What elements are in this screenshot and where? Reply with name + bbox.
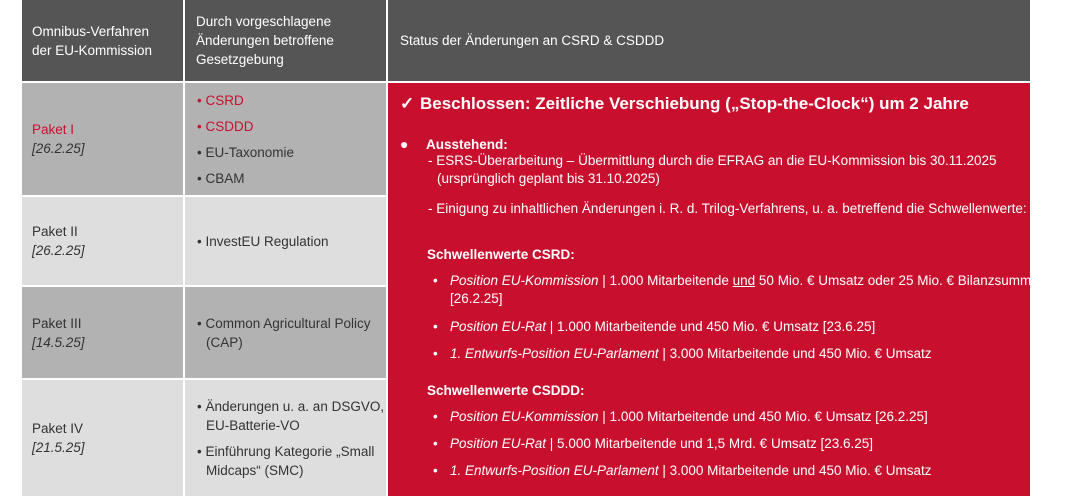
package-cell-4 [22,380,183,496]
package-date: [26.2.25] [32,243,85,258]
package-cell-3 [22,287,183,378]
law-item: • Änderungen u. a. an DSGVO, EU-Batterie-VO [197,398,385,433]
position-text: | 1.000 Mitarbeitende [598,273,733,288]
position-text: | 3.000 Mitarbeitende und 450 Mio. € Umsatz [658,463,932,478]
header-procedure-line2: der EU-Kommission [32,42,153,58]
decided-text: Beschlossen: Zeitliche Verschiebung („Stop-the-Clock“) um 2 Jahre [420,94,969,113]
package-date: [21.5.25] [32,440,85,455]
pending-label: Ausstehend: [426,137,508,152]
position-label: 1. Entwurfs-Position EU-Parlament [450,346,659,361]
position-label: Position EU-Rat [450,436,547,451]
position-text: | 5.000 Mitarbeitende und 1,5 Mrd. € Umsatz [23.6.25] [546,436,873,451]
position-text: | 3.000 Mitarbeitende und 450 Mio. € Umsatz [658,346,932,361]
position-text: 50 Mio. € Umsatz oder 25 Mio. € Bilanzsumme [26.2.25] [450,273,1039,306]
bullet-icon: • [433,463,438,478]
position-label: Position EU-Rat [450,319,547,334]
position-label: Position EU-Kommission [450,273,599,288]
bullet-icon: • [433,273,438,288]
package-date: [14.5.25] [32,334,85,350]
law-item: • EU-Taxonomie [197,144,295,160]
header-legislation-line2: Änderungen betroffene [196,33,334,48]
package-name: Paket II [32,224,78,239]
position-label: Position EU-Kommission [450,409,599,424]
csrd-position-parliament [433,345,1042,363]
bullet-icon: • [433,346,438,361]
law-item: • Einführung Kategorie „Small Midcaps“ (SMC) [197,443,375,478]
position-label: 1. Entwurfs-Position EU-Parlament [450,463,659,478]
header-legislation-line3: Gesetzgebung [196,52,284,67]
csddd-thresholds-title: Schwellenwerte CSDDD: [427,383,585,398]
package-name: Paket I [32,122,75,137]
bullet-icon: • [433,436,438,451]
trilog-item: - Einigung zu inhaltlichen Änderungen i. R. d. Trilog-Verfahrens, u. a. betreffend die Schwellenwerte: [428,201,1027,216]
header-legislation-line1: Durch vorgeschlagene [196,14,332,29]
esrs-revision-item: - ESRS-Überarbeitung – Übermittlung durch die EFRAG an die EU-Kommission bis 30.11.2025 (ursprünglich geplant bis 31.10.2025) [428,153,997,186]
legislation-cell-2 [185,197,386,285]
csddd-position-commission [433,408,1042,426]
law-item: • CSRD [197,92,244,108]
law-item: • CSDDD [197,118,254,134]
decided-line [400,93,969,115]
csrd-position-commission [433,272,1042,308]
package-date: [26.2.25] [32,141,85,156]
csddd-position-council [433,435,1042,453]
package-cell-1 [22,83,183,195]
status-panel [388,83,1039,496]
legislation-cell-1 [185,83,386,195]
csrd-position-council [433,318,1042,336]
position-text: | 1.000 Mitarbeitende und 450 Mio. € Umsatz [23.6.25] [546,319,876,334]
law-item: • InvestEU Regulation [197,233,329,249]
package-cell-2 [22,197,183,285]
header-status-label: Status der Änderungen an CSRD & CSDDD [400,33,665,48]
header-status [388,0,1030,81]
legislation-cell-4 [185,380,386,496]
bullet-icon: • [433,319,438,334]
header-procedure [22,0,183,81]
position-underlined: und [732,273,756,288]
law-item: • Common Agricultural Policy (CAP) [197,315,371,350]
legislation-cell-3 [185,287,386,378]
law-item: • CBAM [197,170,245,186]
header-procedure-line1: Omnibus-Verfahren [32,23,150,39]
package-name: Paket III [32,315,82,331]
position-text: | 1.000 Mitarbeitende und 450 Mio. € Umsatz [26.2.25] [598,409,928,424]
csddd-position-parliament [433,462,1042,480]
bullet-icon: • [433,409,438,424]
bullet-icon: ● [400,136,409,152]
package-name: Paket IV [32,421,84,436]
header-legislation [185,0,386,81]
csrd-thresholds-title: Schwellenwerte CSRD: [427,247,575,262]
check-icon: ✓ [400,94,415,113]
